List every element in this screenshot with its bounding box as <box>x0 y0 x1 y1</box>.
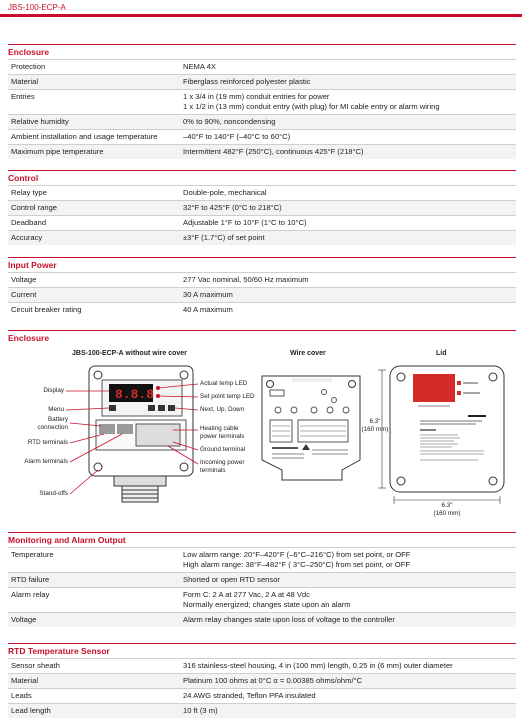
spec-value <box>183 77 513 87</box>
spec-label: Current <box>11 290 37 299</box>
spec-value <box>183 132 513 142</box>
label-menu: Menu <box>48 406 64 413</box>
spec-value <box>183 706 513 716</box>
spec-value <box>183 233 513 243</box>
spec-value-line: 30 A maximum <box>183 290 233 299</box>
label-heating-cable-terminals: Heating cable power terminals <box>200 425 245 440</box>
spec-value-line: –40°F to 140°F (–40°C to 60°C) <box>183 132 291 141</box>
page-header-title: JBS-100-ECP-A <box>8 3 66 12</box>
spec-value <box>183 62 513 72</box>
label-ground-terminal: Ground terminal <box>200 446 246 453</box>
spec-value-line: ±3°F (1.7°C) of set point <box>183 233 265 242</box>
label-stand-offs: Stand-offs <box>39 490 68 497</box>
diagram-left-title: JBS-100-ECP-A without wire cover <box>72 350 187 357</box>
spec-label: Accuracy <box>11 233 43 242</box>
wire-cover-drawing <box>262 376 360 480</box>
spec-label: Circuit breaker rating <box>11 305 82 314</box>
spec-row <box>8 272 516 287</box>
display-digits: 8.8.8 <box>115 387 155 402</box>
spec-value-line: Alarm relay changes state upon loss of voltage to the controller <box>183 615 395 624</box>
spec-row <box>8 129 516 144</box>
spec-row <box>8 703 516 718</box>
spec-row <box>8 114 516 129</box>
spec-value-line: Platinum 100 ohms at 0°C α = 0.00385 ohms/ohm/°C <box>183 676 363 685</box>
control-heading: Control <box>8 170 516 185</box>
spec-row <box>8 658 516 673</box>
spec-value-line: Intermittent 482°F (250°C), continuous 425°F (218°C) <box>183 147 364 156</box>
spec-value <box>183 203 513 213</box>
label-incoming-power-terminals: Incoming power terminals <box>200 459 245 474</box>
spec-label: Ambient installation and usage temperature <box>11 132 158 141</box>
lid-height-dim: 6.3" <box>369 418 381 425</box>
spec-value <box>183 676 513 686</box>
rtd-heading: RTD Temperature Sensor <box>8 643 516 658</box>
spec-value <box>183 275 513 285</box>
monitoring-rows <box>8 547 516 627</box>
lid-width-dim: 6.3" <box>441 502 453 509</box>
spec-value <box>183 305 513 315</box>
spec-row <box>8 200 516 215</box>
monitoring-section <box>8 532 516 627</box>
spec-row <box>8 185 516 200</box>
spec-label: Maximum pipe temperature <box>11 147 104 156</box>
rtd-rows <box>8 658 516 718</box>
label-rtd-terminals: RTD terminals <box>27 439 68 446</box>
spec-value-line: 316 stainless-steel housing, 4 in (100 mm) length, 0.25 in (6 mm) outer diameter <box>183 661 453 670</box>
spec-row <box>8 302 516 317</box>
diagram-mid-title: Wire cover <box>290 350 326 357</box>
diagram-right-title: Lid <box>436 350 447 357</box>
spec-row <box>8 89 516 114</box>
spec-label: Deadband <box>11 218 47 227</box>
spec-row <box>8 673 516 688</box>
label-actual-temp-led: Actual temp LED <box>200 380 248 387</box>
spec-value <box>183 550 513 570</box>
spec-value <box>183 117 513 127</box>
diagram-section <box>8 330 516 345</box>
spec-label: Material <box>11 77 39 86</box>
spec-value-line: 0% to 90%, noncondensing <box>183 117 276 126</box>
spec-row <box>8 547 516 572</box>
spec-value <box>183 661 513 671</box>
spec-value-line: Fiberglass reinforced polyester plastic <box>183 77 311 86</box>
spec-value-line: Form C: 2 A at 277 Vac, 2 A at 48 Vdc <box>183 590 310 599</box>
spec-row <box>8 688 516 703</box>
spec-row <box>8 144 516 159</box>
spec-value <box>183 147 513 157</box>
lid-width-dim-mm: (160 mm) <box>433 510 461 517</box>
spec-value <box>183 218 513 228</box>
spec-label: Material <box>11 676 39 685</box>
spec-label: Entries <box>11 92 35 101</box>
enclosure-diagram <box>8 348 516 524</box>
monitoring-heading: Monitoring and Alarm Output <box>8 532 516 547</box>
spec-row <box>8 215 516 230</box>
diagram-graphics <box>8 348 516 524</box>
spec-value-line: 1 x 3/4 in (19 mm) conduit entries for power <box>183 92 330 101</box>
rtd-section <box>8 643 516 718</box>
label-alarm-terminals: Alarm terminals <box>24 458 68 465</box>
label-set-point-temp-led: Set point temp LED <box>200 393 255 400</box>
spec-value-line: 1 x 1/2 in (13 mm) conduit entry (with plug) for MI cable entry or alarm wiring <box>183 102 440 111</box>
spec-value <box>183 290 513 300</box>
lid-height-dim-mm: (160 mm) <box>361 426 389 433</box>
spec-value-line: 24 AWG stranded, Teflon PFA insulated <box>183 691 316 700</box>
spec-label: RTD failure <box>11 575 50 584</box>
spec-value-line: 277 Vac nominal, 50/60 Hz maximum <box>183 275 309 284</box>
spec-label: Temperature <box>11 550 54 559</box>
input-power-heading: Input Power <box>8 257 516 272</box>
spec-value <box>183 691 513 701</box>
controller-drawing <box>66 366 198 502</box>
spec-value-line: Low alarm range: 20°F–420°F (–6°C–216°C) from set point, or OFF <box>183 550 411 559</box>
spec-label: Voltage <box>11 615 37 624</box>
label-next-up-down: Next, Up, Down <box>200 406 245 413</box>
spec-value <box>183 575 513 585</box>
spec-row <box>8 230 516 245</box>
spec-value-line: Shorted or open RTD sensor <box>183 575 280 584</box>
spec-row <box>8 74 516 89</box>
spec-label: Relay type <box>11 188 47 197</box>
lid-drawing <box>378 366 504 504</box>
input-power-rows <box>8 272 516 317</box>
spec-label: Protection <box>11 62 46 71</box>
spec-label: Voltage <box>11 275 37 284</box>
spec-value-line: Adjustable 1°F to 10°F (1°C to 10°C) <box>183 218 307 227</box>
spec-value <box>183 92 513 112</box>
spec-value-line: Normally energized; changes state upon an alarm <box>183 600 351 609</box>
control-section <box>8 170 516 245</box>
spec-label: Lead length <box>11 706 51 715</box>
spec-label: Leads <box>11 691 32 700</box>
spec-value <box>183 615 513 625</box>
spec-value-line: 32°F to 425°F (0°C to 218°C) <box>183 203 282 212</box>
spec-value-line: NEMA 4X <box>183 62 216 71</box>
spec-label: Alarm relay <box>11 590 50 599</box>
spec-value-line: 40 A maximum <box>183 305 233 314</box>
label-battery-connection: Battery connection <box>37 416 68 431</box>
input-power-section <box>8 257 516 317</box>
spec-row <box>8 287 516 302</box>
enclosure-heading: Enclosure <box>8 44 516 59</box>
spec-row <box>8 587 516 612</box>
spec-value-line: High alarm range: 38°F–482°F ( 3°C–250°C) from set point, or OFF <box>183 560 410 569</box>
spec-value-line: 10 ft (3 m) <box>183 706 218 715</box>
control-rows <box>8 185 516 245</box>
spec-label: Relative humidity <box>11 117 69 126</box>
diagram-heading: Enclosure <box>8 330 516 345</box>
spec-row <box>8 612 516 627</box>
label-display: Display <box>43 387 64 394</box>
header-rule <box>0 14 522 17</box>
spec-label: Sensor sheath <box>11 661 60 670</box>
spec-row <box>8 572 516 587</box>
spec-row <box>8 59 516 74</box>
spec-value <box>183 188 513 198</box>
enclosure-section <box>8 44 516 159</box>
spec-label: Control range <box>11 203 58 212</box>
enclosure-rows <box>8 59 516 159</box>
spec-value <box>183 590 513 610</box>
spec-value-line: Double-pole, mechanical <box>183 188 267 197</box>
